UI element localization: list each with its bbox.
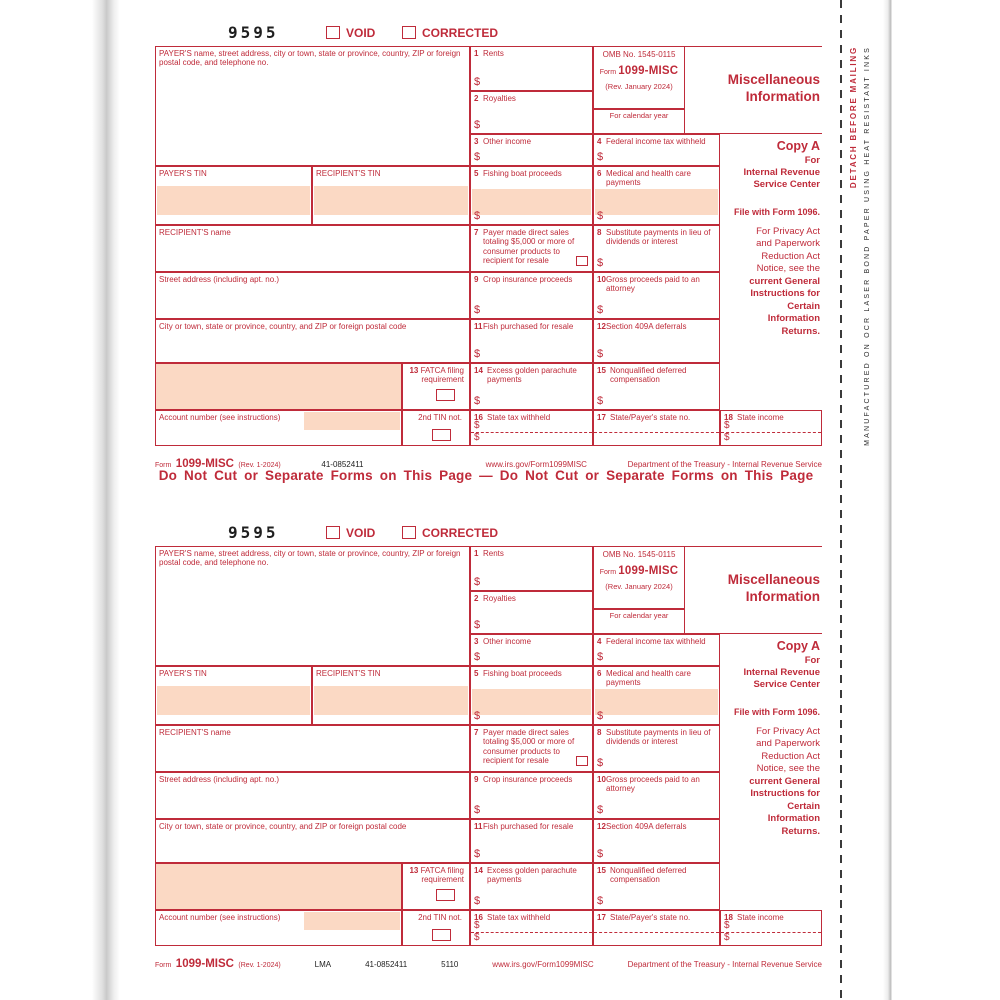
shaded-unused-block <box>155 863 402 910</box>
copy-a-info-column <box>720 134 822 410</box>
box-8-label: 8 Substitute payments in lieu of dividends or interest <box>597 728 711 747</box>
box-1-rents-cell[interactable] <box>470 46 593 91</box>
box-9-label: 9 Crop insurance proceeds <box>474 275 573 284</box>
box-14-label: 14 Excess golden parachute payments <box>474 366 577 385</box>
box-2-royalties-cell[interactable] <box>470 591 593 634</box>
box-1-rents-cell[interactable] <box>470 546 593 591</box>
omb-number: OMB No. 1545-0115 <box>602 550 676 559</box>
account-number-cell[interactable] <box>155 910 402 946</box>
recipient-name-cell[interactable] <box>155 725 470 772</box>
street-address-label: Street address (including apt. no.) <box>159 275 280 284</box>
box-7-direct-sales-cell[interactable] <box>470 225 593 272</box>
footer-print-code: 41-0852411 <box>321 460 364 469</box>
city-cell[interactable] <box>155 819 470 863</box>
box-6-label: 6 Medical and health care payments <box>597 669 691 688</box>
form-title <box>685 46 822 134</box>
copy-dest-line: Service Center <box>753 679 820 691</box>
box-16-state-tax-cell[interactable] <box>470 410 593 446</box>
form-number-block: Form 1099-MISC <box>599 65 679 78</box>
second-tin-checkbox[interactable] <box>432 929 451 941</box>
box-17-label: 17 State/Payer's state no. <box>597 913 691 922</box>
box-14-golden-parachute-cell[interactable] <box>470 863 593 910</box>
box-16-label: 16 State tax withheld <box>474 413 551 422</box>
city-label: City or town, state or province, country, and ZIP or foreign postal code <box>159 822 407 831</box>
recipient-tin-entry-band[interactable] <box>314 186 468 215</box>
corrected-checkbox[interactable] <box>402 526 416 539</box>
dollar-sign: $ <box>474 804 481 817</box>
form-header <box>155 22 822 46</box>
box-4-federal-tax-cell[interactable] <box>593 134 720 166</box>
dollar-sign: $ <box>474 395 481 408</box>
dollar-sign: $ <box>724 432 730 444</box>
city-label: City or town, state or province, country, and ZIP or foreign postal code <box>159 322 407 331</box>
copy-a-label: Copy A <box>776 139 820 153</box>
payer-name-address-label: PAYER'S name, street address, city or town, state or province, country, ZIP or foreign postal code, and telephone no. <box>159 549 461 568</box>
payer-tin-cell[interactable] <box>155 166 312 225</box>
box-3-other-income-cell[interactable] <box>470 634 593 666</box>
calendar-year-cell[interactable] <box>593 109 685 134</box>
box-9-crop-insurance-cell[interactable] <box>470 272 593 319</box>
box-5-entry-band[interactable] <box>472 189 591 215</box>
footer-irs-url: www.irs.gov/Form1099MISC <box>485 460 587 469</box>
box-16-label: 16 State tax withheld <box>474 913 551 922</box>
box-2-label: 2 Royalties <box>474 594 516 603</box>
dollar-sign: $ <box>474 304 481 317</box>
dollar-sign: $ <box>474 119 481 132</box>
dollar-sign: $ <box>724 932 730 944</box>
payer-name-address-cell[interactable] <box>155 46 470 166</box>
box-13-fatca-cell[interactable] <box>402 863 470 910</box>
recipient-name-label: RECIPIENT'S name <box>159 728 231 737</box>
second-tin-cell[interactable] <box>402 910 470 946</box>
file-with-form-1096: File with Form 1096. <box>733 206 820 217</box>
dollar-sign: $ <box>597 395 604 408</box>
box-7-checkbox[interactable] <box>576 256 588 266</box>
box-5-fishing-boat-cell[interactable] <box>470 166 593 225</box>
form-title-line2: Information <box>745 88 820 104</box>
payer-tin-label: PAYER'S TIN <box>159 669 207 678</box>
dollar-sign: $ <box>724 920 730 931</box>
box-15-nonqualified-cell[interactable] <box>593 363 720 410</box>
dollar-sign: $ <box>474 432 480 444</box>
dollar-sign: $ <box>597 210 604 223</box>
box-15-nonqualified-cell[interactable] <box>593 863 720 910</box>
state-row-dashed-divider <box>471 432 592 433</box>
second-tin-label: 2nd TIN not. <box>418 413 462 422</box>
form-header <box>155 522 822 546</box>
fatca-checkbox[interactable] <box>436 389 455 401</box>
ocr-scanline-code: 9595 <box>228 23 279 42</box>
dollar-sign: $ <box>724 420 730 431</box>
dollar-sign: $ <box>474 348 481 361</box>
box-1-label: 1 Rents <box>474 549 504 558</box>
box-5-entry-band[interactable] <box>472 689 591 715</box>
dollar-sign: $ <box>474 710 481 723</box>
dollar-sign: $ <box>597 804 604 817</box>
box-7-label: 7 Payer made direct sales totaling $5,000 or more of consumer products to recipient for resale <box>474 728 575 766</box>
dollar-sign: $ <box>474 151 481 164</box>
form-title-line2: Information <box>745 588 820 604</box>
calendar-year-cell[interactable] <box>593 609 685 634</box>
box-5-label: 5 Fishing boat proceeds <box>474 669 562 678</box>
box-10-gross-proceeds-cell[interactable] <box>593 272 720 319</box>
street-address-cell[interactable] <box>155 772 470 819</box>
footer-print-code: 5110 <box>441 960 459 969</box>
box-18-state-income-cell[interactable] <box>720 410 822 446</box>
form-title-line1: Miscellaneous <box>727 572 820 587</box>
recipient-tin-label: RECIPIENT'S TIN <box>316 669 381 678</box>
dollar-sign: $ <box>597 257 604 270</box>
box-2-royalties-cell[interactable] <box>470 91 593 134</box>
box-12-409a-deferrals-cell[interactable] <box>593 819 720 863</box>
payer-name-address-label: PAYER'S name, street address, city or town, state or province, country, ZIP or foreign postal code, and telephone no. <box>159 49 461 68</box>
footer-irs-url: www.irs.gov/Form1099MISC <box>492 960 594 969</box>
payer-tin-entry-band[interactable] <box>157 686 310 715</box>
dollar-sign: $ <box>597 895 604 908</box>
dollar-sign: $ <box>474 619 481 632</box>
copy-dest-line: Service Center <box>753 179 820 191</box>
box-15-label: 15 Nonqualified deferred compensation <box>597 866 687 885</box>
dollar-sign: $ <box>474 576 481 589</box>
form-title-line1: Miscellaneous <box>727 72 820 87</box>
privacy-act-notice: For Privacy Act and Paperwork Reduction Act Notice, see the current General Instructions for Certain Information Returns. <box>749 725 820 837</box>
calendar-year-label: For calendar year <box>609 611 669 620</box>
fatca-checkbox[interactable] <box>436 889 455 901</box>
footer-form-id: Form 1099-MISC (Rev. 1-2024) <box>155 958 281 970</box>
detach-before-mailing-vertical-text: DETACH BEFORE MAILING <box>849 46 858 189</box>
box-3-label: 3 Other income <box>474 637 532 646</box>
paper-right-edge <box>883 0 892 1000</box>
box-12-label: 12 Section 409A deferrals <box>597 322 687 331</box>
dollar-sign: $ <box>474 932 480 944</box>
box-12-409a-deferrals-cell[interactable] <box>593 319 720 363</box>
box-8-label: 8 Substitute payments in lieu of dividends or interest <box>597 228 711 247</box>
state-row-dashed-divider <box>721 932 821 933</box>
box-7-label: 7 Payer made direct sales totaling $5,000 or more of consumer products to recipient for resale <box>474 228 575 266</box>
copy-a-info-column <box>720 634 822 910</box>
dollar-sign: $ <box>474 651 481 664</box>
manufactured-vertical-text: MANUFACTURED ON OCR LASER BOND PAPER USING HEAT RESISTANT INKS <box>864 46 871 446</box>
box-11-label: 11 Fish purchased for resale <box>474 822 574 831</box>
paper-left-fold-shadow <box>92 0 120 1000</box>
form-1099-misc-copy-a <box>155 23 822 470</box>
copy-dest-line: For <box>804 654 820 666</box>
box-10-label: 10 Gross proceeds paid to an attorney <box>597 775 700 794</box>
box-10-label: 10 Gross proceeds paid to an attorney <box>597 275 700 294</box>
payer-tin-entry-band[interactable] <box>157 186 310 215</box>
second-tin-checkbox[interactable] <box>432 429 451 441</box>
dollar-sign: $ <box>474 895 481 908</box>
revision-date: (Rev. January 2024) <box>605 582 673 591</box>
box-3-label: 3 Other income <box>474 137 532 146</box>
omb-number: OMB No. 1545-0115 <box>602 50 676 59</box>
state-row-dashed-divider <box>594 932 719 933</box>
box-2-label: 2 Royalties <box>474 94 516 103</box>
payer-tin-label: PAYER'S TIN <box>159 169 207 178</box>
box-11-fish-purchased-cell[interactable] <box>470 319 593 363</box>
form-number-block: Form 1099-MISC <box>599 565 679 578</box>
city-cell[interactable] <box>155 319 470 363</box>
do-not-cut-banner: Do Not Cut or Separate Forms on This Page — Do Not Cut or Separate Forms on This Page <box>158 468 814 483</box>
copy-dest-line: Internal Revenue <box>743 166 820 178</box>
dollar-sign: $ <box>597 848 604 861</box>
copy-dest-line: Internal Revenue <box>743 666 820 678</box>
dollar-sign: $ <box>474 210 481 223</box>
box-6-medical-cell[interactable] <box>593 166 720 225</box>
box-14-label: 14 Excess golden parachute payments <box>474 866 577 885</box>
box-11-label: 11 Fish purchased for resale <box>474 322 574 331</box>
copy-a-label: Copy A <box>776 639 820 653</box>
box-13-fatca-cell[interactable] <box>402 363 470 410</box>
box-4-label: 4 Federal income tax withheld <box>597 137 706 146</box>
calendar-year-label: For calendar year <box>609 111 669 120</box>
box-4-label: 4 Federal income tax withheld <box>597 637 706 646</box>
footer-print-code: 41-0852411 <box>365 960 408 969</box>
box-10-gross-proceeds-cell[interactable] <box>593 772 720 819</box>
dollar-sign: $ <box>474 76 481 89</box>
street-address-label: Street address (including apt. no.) <box>159 775 280 784</box>
box-18-label: 18 State income <box>724 913 784 922</box>
recipient-tin-entry-band[interactable] <box>314 686 468 715</box>
box-5-fishing-boat-cell[interactable] <box>470 666 593 725</box>
account-number-label: Account number (see instructions) <box>159 913 281 922</box>
dollar-sign: $ <box>474 848 481 861</box>
box-6-medical-cell[interactable] <box>593 666 720 725</box>
street-address-cell[interactable] <box>155 272 470 319</box>
privacy-act-notice: For Privacy Act and Paperwork Reduction Act Notice, see the current General Instructions for Certain Information Returns. <box>749 225 820 337</box>
corrected-label: CORRECTED <box>422 526 499 540</box>
state-row-dashed-divider <box>471 932 592 933</box>
account-entry-band[interactable] <box>304 912 400 930</box>
box-6-entry-band[interactable] <box>595 689 718 715</box>
copy-dest-line: For <box>804 154 820 166</box>
box-9-crop-insurance-cell[interactable] <box>470 772 593 819</box>
dollar-sign: $ <box>597 651 604 664</box>
recipient-name-label: RECIPIENT'S name <box>159 228 231 237</box>
dollar-sign: $ <box>597 757 604 770</box>
box-17-state-number-cell[interactable] <box>593 410 720 446</box>
state-row-dashed-divider <box>594 432 719 433</box>
dollar-sign: $ <box>597 151 604 164</box>
box-14-golden-parachute-cell[interactable] <box>470 363 593 410</box>
box-18-state-income-cell[interactable] <box>720 910 822 946</box>
second-tin-label: 2nd TIN not. <box>418 913 462 922</box>
shaded-unused-block <box>155 363 402 410</box>
dollar-sign: $ <box>597 304 604 317</box>
box-16-state-tax-cell[interactable] <box>470 910 593 946</box>
account-number-cell[interactable] <box>155 410 402 446</box>
box-9-label: 9 Crop insurance proceeds <box>474 775 573 784</box>
box-5-label: 5 Fishing boat proceeds <box>474 169 562 178</box>
footer-department: Department of the Treasury - Internal Revenue Service <box>627 460 822 469</box>
corrected-checkbox[interactable] <box>402 26 416 39</box>
box-17-state-number-cell[interactable] <box>593 910 720 946</box>
box-8-substitute-payments-cell[interactable] <box>593 225 720 272</box>
recipient-tin-cell[interactable] <box>312 166 470 225</box>
box-1-label: 1 Rents <box>474 49 504 58</box>
payer-tin-cell[interactable] <box>155 666 312 725</box>
dollar-sign: $ <box>474 420 480 431</box>
revision-date: (Rev. January 2024) <box>605 82 673 91</box>
form-footer <box>155 954 822 970</box>
box-13-label: 13 FATCA filing requirement <box>409 366 464 385</box>
perforation-dashed-line <box>840 0 842 1000</box>
box-18-label: 18 State income <box>724 413 784 422</box>
account-number-label: Account number (see instructions) <box>159 413 281 422</box>
void-checkbox[interactable] <box>326 526 340 539</box>
box-13-label: 13 FATCA filing requirement <box>409 866 464 885</box>
box-12-label: 12 Section 409A deferrals <box>597 822 687 831</box>
box-8-substitute-payments-cell[interactable] <box>593 725 720 772</box>
dollar-sign: $ <box>474 920 480 931</box>
footer-department: Department of the Treasury - Internal Revenue Service <box>627 960 822 969</box>
recipient-tin-label: RECIPIENT'S TIN <box>316 169 381 178</box>
dollar-sign: $ <box>597 710 604 723</box>
box-6-entry-band[interactable] <box>595 189 718 215</box>
footer-form-id: Form 1099-MISC (Rev. 1-2024) <box>155 458 281 470</box>
account-entry-band[interactable] <box>304 412 400 430</box>
box-15-label: 15 Nonqualified deferred compensation <box>597 366 687 385</box>
file-with-form-1096: File with Form 1096. <box>733 706 820 717</box>
void-checkbox[interactable] <box>326 26 340 39</box>
ocr-scanline-code: 9595 <box>228 523 279 542</box>
box-7-checkbox[interactable] <box>576 756 588 766</box>
recipient-name-cell[interactable] <box>155 225 470 272</box>
box-17-label: 17 State/Payer's state no. <box>597 413 691 422</box>
recipient-tin-cell[interactable] <box>312 666 470 725</box>
corrected-label: CORRECTED <box>422 26 499 40</box>
box-6-label: 6 Medical and health care payments <box>597 169 691 188</box>
void-label: VOID <box>346 26 376 40</box>
void-label: VOID <box>346 526 376 540</box>
box-3-other-income-cell[interactable] <box>470 134 593 166</box>
box-7-direct-sales-cell[interactable] <box>470 725 593 772</box>
form-title <box>685 546 822 634</box>
footer-print-code: LMA <box>314 960 332 969</box>
dollar-sign: $ <box>597 348 604 361</box>
form-1099-misc-copy-a-second <box>155 523 822 970</box>
box-4-federal-tax-cell[interactable] <box>593 634 720 666</box>
state-row-dashed-divider <box>721 432 821 433</box>
payer-name-address-cell[interactable] <box>155 546 470 666</box>
omb-block-cell <box>593 546 685 609</box>
box-11-fish-purchased-cell[interactable] <box>470 819 593 863</box>
second-tin-cell[interactable] <box>402 410 470 446</box>
omb-block-cell <box>593 46 685 109</box>
